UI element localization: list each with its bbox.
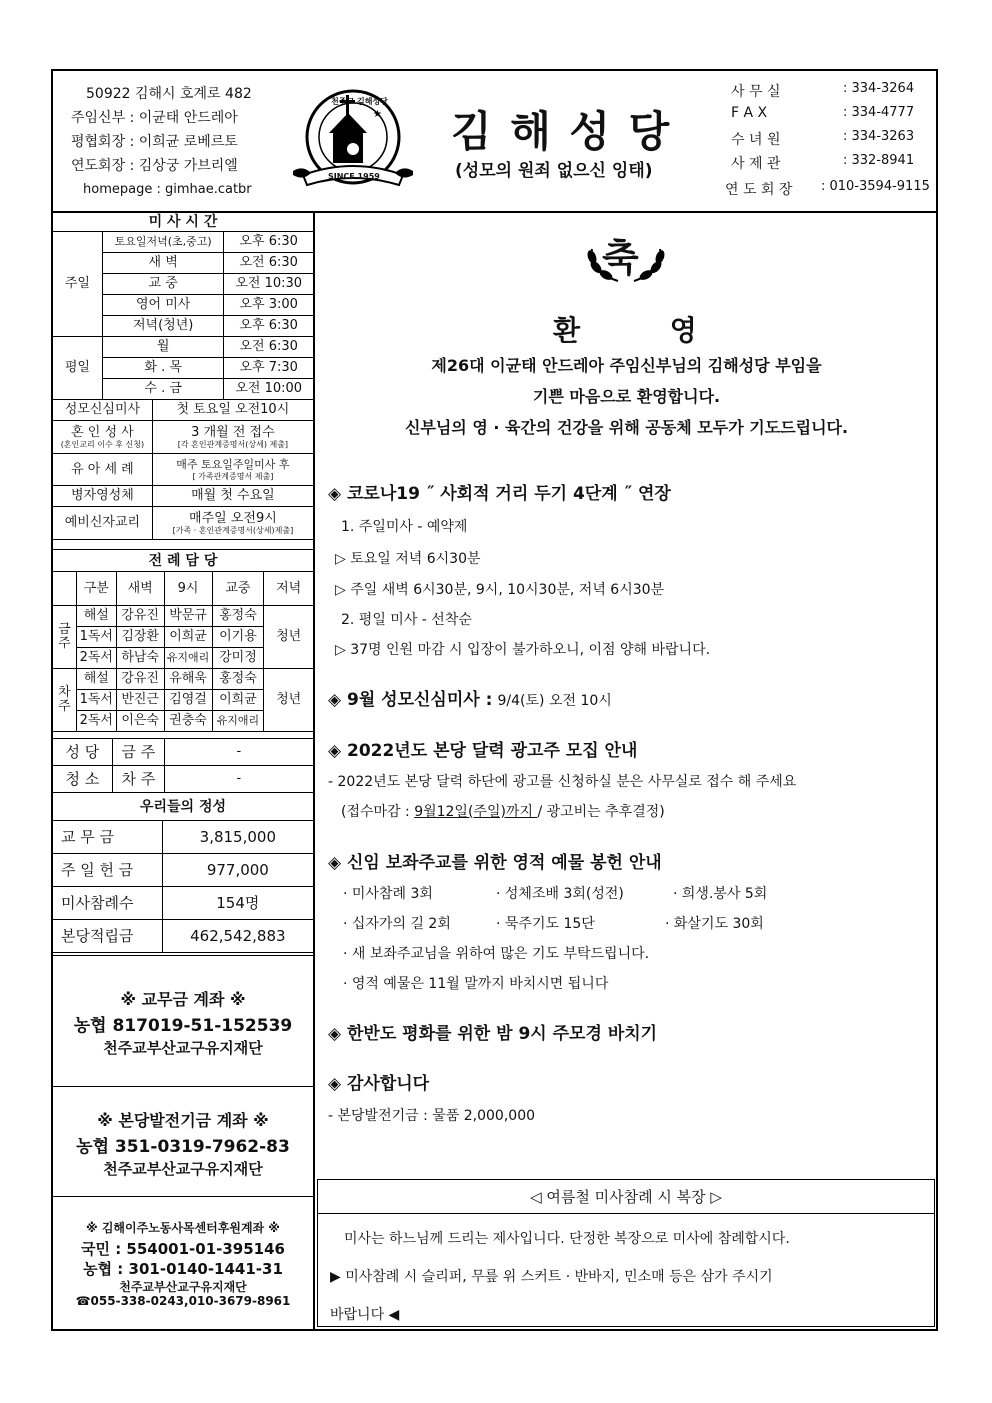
weekday-label: 평일 (53, 337, 103, 400)
pastor-name: 주임신부 : 이균태 안드레아 (71, 110, 238, 126)
minister: 하남숙 (116, 648, 164, 669)
mass-time: 오후 3:00 (224, 295, 314, 316)
mass-name: 화 . 목 (102, 358, 224, 379)
migrant-account-owner: 천주교부산교구유지재단 (119, 1280, 247, 1294)
offering-note: · 새 보좌주교님을 위하여 많은 기도 부탁드립니다. (343, 946, 650, 962)
minister: 강미정 (212, 648, 264, 669)
offering-item: · 성체조배 3회(성전) (496, 886, 624, 902)
covid-line: ▷ 토요일 저녁 6시30분 (335, 551, 481, 567)
welcome-line-3: 신부님의 영 · 육간의 건강을 위해 공동체 모두가 기도드립니다. (404, 418, 849, 437)
offering-bottom-divider (53, 955, 313, 956)
role: 2독서 (76, 648, 116, 669)
evening-minister: 청년 (264, 669, 314, 732)
liturgy-header: 교중 (212, 572, 264, 606)
offering-value: 154명 (162, 887, 313, 920)
evening-minister: 청년 (264, 606, 314, 669)
tithe-account-number: 농협 817019-51-152539 (73, 1016, 293, 1036)
minister: 김영걸 (164, 690, 212, 711)
mass-name: 월 (102, 337, 224, 358)
parish-title: 김 해 성 당 (451, 107, 672, 156)
mass-name: 영어 미사 (102, 295, 224, 316)
dress-code-line: 미사는 하느님께 드리는 제사입니다. 단정한 복장으로 미사에 참례합시다. (344, 1231, 790, 1247)
contact-rectory-value: : 332-8941 (843, 153, 915, 168)
offering-label: 본당적립금 (53, 920, 163, 953)
calendar-ad-deadline: (접수마감 : 9월12일(주일)까지 / 광고비는 추후결정) (341, 804, 665, 820)
marian-mass-line (328, 685, 612, 710)
mass-time: 오전 10:00 (224, 379, 314, 400)
minister: 유해욱 (164, 669, 212, 690)
contact-rectory-label: 사 제 관 (731, 156, 781, 172)
peace-prayer-title: ◈ 한반도 평화를 위한 밤 9시 주모경 바치기 (328, 1024, 658, 1044)
council-president: 평협회장 : 이희균 로베르토 (71, 134, 238, 150)
minister: 이은숙 (116, 711, 164, 732)
cleaning-table (52, 738, 314, 793)
fund-account-title: ※ 본당발전기금 계좌 ※ (97, 1111, 269, 1130)
thanks-line: - 본당발전기금 : 물품 2,000,000 (328, 1108, 536, 1124)
cleaning-label: 청 소 (53, 766, 113, 793)
other-mass-name: 성모신심미사 (53, 400, 153, 421)
celebration-char: 축 (602, 236, 639, 280)
role: 해설 (76, 606, 116, 627)
liturgy-header: 새벽 (116, 572, 164, 606)
offering-label: 교 무 금 (53, 821, 163, 854)
covid-line: 1. 주일미사 - 예약제 (341, 519, 468, 535)
other-mass-value: 첫 토요일 오전10시 (152, 400, 313, 421)
migrant-account-nh: 농협 : 301-0140-1441-31 (83, 1260, 283, 1278)
role: 1독서 (76, 627, 116, 648)
mass-time: 오전 10:30 (224, 274, 314, 295)
wedding-docs: [각 혼인관계증명서(상세) 제출] (177, 439, 289, 449)
minister: 이기용 (212, 627, 264, 648)
migrant-account-kb: 국민 : 554001-01-395146 (81, 1240, 285, 1258)
parish-subtitle: (성모의 원죄 없으신 잉태) (455, 161, 653, 181)
catechumen-value: 매주일 오전9시 (189, 510, 277, 526)
offering-table (52, 792, 314, 953)
fund-account-number: 농협 351-0319-7962-83 (76, 1137, 290, 1157)
wedding-note: (혼인교리 이수 후 신청) (60, 439, 145, 449)
offering-item: · 미사참례 3회 (343, 886, 433, 902)
offering-item: · 십자가의 길 2회 (343, 916, 451, 932)
offering-value: 3,815,000 (162, 821, 313, 854)
sunday-label: 주일 (53, 232, 103, 337)
role: 2독서 (76, 711, 116, 732)
minister: 권충숙 (164, 711, 212, 732)
mass-name: 새 벽 (102, 253, 224, 274)
mass-name: 저녁(청년) (102, 316, 224, 337)
sick-communion-label: 병자영성체 (53, 486, 153, 507)
minister: 홍정숙 (212, 669, 264, 690)
mass-name: 교 중 (102, 274, 224, 295)
mass-time: 오후 6:30 (224, 316, 314, 337)
wedding-value: 3 개월 전 접수 (191, 424, 275, 440)
covid-line: ▷ 주일 새벽 6시30분, 9시, 10시30분, 저녁 6시30분 (335, 582, 665, 598)
minister: 홍정숙 (212, 606, 264, 627)
offering-title: 우리들의 정성 (53, 793, 314, 821)
cleaning-week: 금 주 (112, 739, 164, 766)
cleaning-value: - (164, 766, 313, 793)
group-label-next-week: 차주 (53, 669, 77, 732)
offering-value: 462,542,883 (162, 920, 313, 953)
baptism-value: 매주 토요일주일미사 후 (176, 458, 290, 471)
mass-time: 오후 6:30 (224, 232, 314, 253)
baptism-label: 유 아 세 례 (53, 454, 153, 486)
offering-item: · 희생.봉사 5회 (673, 886, 768, 902)
liturgy-header: 저녁 (264, 572, 314, 606)
minister: 이희균 (212, 690, 264, 711)
homepage: homepage : gimhae.catbr (83, 182, 252, 197)
calendar-ad-title: ◈ 2022년도 본당 달력 광고주 모집 안내 (328, 741, 638, 761)
offering-item: · 화살기도 30회 (665, 916, 764, 932)
welcome-title: 환 영 (553, 314, 697, 347)
marian-mass-detail: 9/4(토) 오전 10시 (497, 693, 612, 709)
offering-item: · 묵주기도 15단 (496, 916, 595, 932)
minister: 이희균 (164, 627, 212, 648)
mass-time: 오전 6:30 (224, 253, 314, 274)
league-president: 연도회장 : 김상궁 가브리엘 (71, 158, 238, 174)
fund-account-owner: 천주교부산교구유지재단 (103, 1160, 263, 1178)
logo-ring-text: 천주교 김해성당 (331, 97, 388, 106)
group-label-this-week: 금주 (53, 606, 77, 669)
mass-time: 오후 7:30 (224, 358, 314, 379)
dress-code-title: ◁ 여름철 미사참례 시 복장 ▷ (530, 1188, 722, 1206)
offering-label: 주 일 헌 금 (53, 854, 163, 887)
minister: 강유진 (116, 606, 164, 627)
sick-communion-value: 매월 첫 수요일 (152, 486, 313, 507)
divider (53, 1196, 313, 1197)
role: 1독서 (76, 690, 116, 711)
covid-line: 2. 평일 미사 - 선착순 (341, 612, 472, 628)
catechumen-docs: [가족 · 혼인관계증명서(상세)제출] (172, 525, 294, 535)
tithe-account-owner: 천주교부산교구유지재단 (103, 1039, 263, 1057)
minister: 유지애리 (212, 711, 264, 732)
baptism-docs: [ 가족관계증명서 제출] (192, 472, 274, 481)
welcome-line-1: 제26대 이균태 안드레아 주임신부님의 김해성당 부임을 (431, 356, 822, 375)
minister: 유지애리 (164, 648, 212, 669)
covid-title: ◈ 코로나19 ˝ 사회적 거리 두기 4단계 ˝ 연장 (328, 484, 671, 504)
wedding-label: 혼 인 성 사 (71, 424, 134, 440)
contact-league-value: : 010-3594-9115 (821, 179, 930, 194)
svg-text:★: ★ (373, 109, 382, 120)
thanks-title: ◈ 감사합니다 (328, 1074, 430, 1094)
migrant-account-title: ※ 김해이주노동사목센터후원계좌 ※ (86, 1221, 280, 1235)
cleaning-week: 차 주 (112, 766, 164, 793)
liturgy-header: 구분 (76, 572, 116, 606)
minister: 김장환 (116, 627, 164, 648)
marian-mass-title: ◈ 9월 성모신심미사 : (328, 690, 493, 710)
calendar-ad-line: - 2022년도 본당 달력 하단에 광고를 신청하실 분은 사무실로 접수 해 주세요 (328, 774, 797, 790)
contact-office-value: : 334-3264 (843, 81, 915, 96)
mass-title: 미 사 시 간 (53, 212, 314, 232)
offering-value: 977,000 (162, 854, 313, 887)
liturgy-table (52, 549, 314, 732)
contact-league-label: 연 도 회 장 (725, 182, 793, 198)
mass-name: 수 . 금 (102, 379, 224, 400)
contact-fax-value: : 334-4777 (843, 105, 915, 120)
catechumen-label: 예비신자교리 (53, 507, 153, 540)
migrant-account-phone: ☎055-338-0243,010-3679-8961 (75, 1294, 291, 1308)
logo-since: SINCE 1959 (328, 172, 380, 181)
tithe-account-title: ※ 교무금 계좌 ※ (120, 990, 246, 1009)
minister: 박문규 (164, 606, 212, 627)
mass-name: 토요일저녁(초,중고) (102, 232, 224, 253)
dress-code-line: 바랍니다 ◀ (330, 1307, 400, 1323)
contact-convent-label: 수 녀 원 (731, 132, 781, 148)
bishop-offering-title: ◈ 신임 보좌주교를 위한 영적 예물 봉헌 안내 (328, 853, 662, 873)
address: 50922 김해시 호계로 482 (86, 86, 252, 102)
cleaning-label: 성 당 (53, 739, 113, 766)
offering-note: · 영적 예물은 11월 말까지 바치시면 됩니다 (343, 976, 609, 992)
dress-code-line: ▶ 미사참례 시 슬리퍼, 무릎 위 스커트 · 반바지, 민소매 등은 삼가 주시기 (330, 1269, 773, 1285)
offering-label: 미사참례수 (53, 887, 163, 920)
contact-office-label: 사 무 실 (731, 84, 781, 100)
role: 해설 (76, 669, 116, 690)
cleaning-value: - (164, 739, 313, 766)
dress-code-divider (318, 1213, 934, 1214)
dress-code-box (317, 1179, 935, 1327)
mass-time: 오전 6:30 (224, 337, 314, 358)
divider (53, 1086, 313, 1087)
welcome-line-2: 기쁜 마음으로 환영합니다. (532, 387, 721, 406)
minister: 반진근 (116, 690, 164, 711)
liturgy-title: 전 례 담 당 (53, 550, 314, 572)
mass-schedule-table (52, 211, 314, 540)
contact-convent-value: : 334-3263 (843, 129, 915, 144)
contact-fax-label: F A X (731, 105, 768, 121)
liturgy-header: 9시 (164, 572, 212, 606)
bulletin-frame (51, 69, 938, 1331)
minister: 강유진 (116, 669, 164, 690)
covid-line: ▷ 37명 인원 마감 시 입장이 불가하오니, 이점 양해 바랍니다. (335, 642, 711, 658)
